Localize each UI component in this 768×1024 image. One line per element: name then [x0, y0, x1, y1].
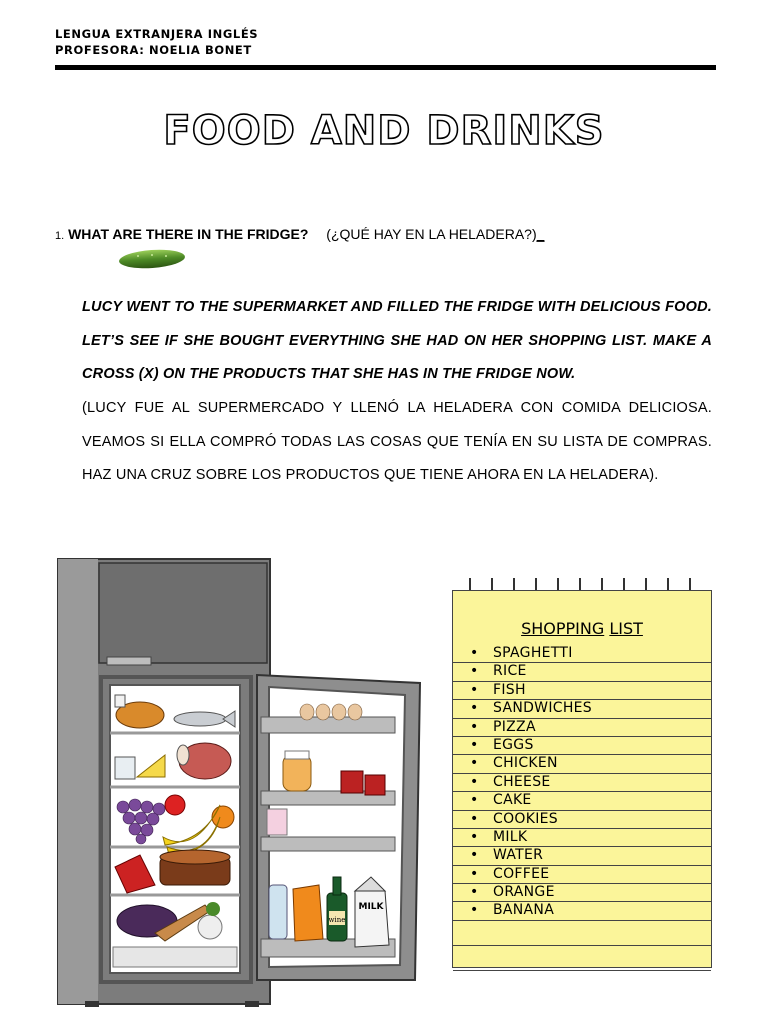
question-english: WHAT ARE THERE IN THE FRIDGE? [68, 226, 309, 242]
shopping-list-title: SHOPPING LIST [521, 619, 643, 638]
shopping-list [452, 590, 712, 968]
list-item: • FISH [453, 682, 711, 700]
list-item: • ORANGE [453, 884, 711, 902]
list-item: • WATER [453, 847, 711, 865]
list-item: • RICE [453, 663, 711, 681]
question-underline: _ [536, 226, 545, 242]
wine-label: wine [328, 916, 346, 924]
list-item: • CHICKEN [453, 755, 711, 773]
list-item: • CAKE [453, 792, 711, 810]
header-rule [55, 65, 716, 70]
list-item: • CHEESE [453, 774, 711, 792]
cucumber-icon [118, 248, 186, 270]
page-title: FOOD AND DRINKS [163, 108, 605, 154]
subject-header: LENGUA EXTRANJERA INGLÉS [55, 27, 259, 41]
shopping-list-items [453, 645, 711, 971]
list-item: • PIZZA [453, 719, 711, 737]
list-item: • EGGS [453, 737, 711, 755]
list-item: • MILK [453, 829, 711, 847]
list-item: • SPAGHETTI [453, 645, 711, 663]
list-item: • SANDWICHES [453, 700, 711, 718]
milk-label: MILK [358, 902, 384, 912]
instructions-spanish: (LUCY FUE AL SUPERMERCADO Y LLENÓ LA HELADERA CON COMIDA DELICIOSA. VEAMOS SI ELLA COMPRÓ TODAS LAS COSAS QUE TENÍA EN SU LISTA DE COMPRAS. HAZ UNA CRUZ SOBRE LOS PRODUCTOS QUE TIENE AHORA EN LA HELADERA). [82, 400, 712, 483]
instructions-english: LUCY WENT TO THE SUPERMARKET AND FILLED THE FRIDGE WITH DELICIOUS FOOD. LET’S SEE IF SHE BOUGHT EVERYTHING SHE HAD ON HER SHOPPING LIST. MAKE A CROSS (X) ON THE PRODUCTS THAT SHE HAS IN THE FRIDGE NOW. [82, 299, 712, 382]
list-item: • BANANA [453, 902, 711, 920]
question-spanish: (¿QUÉ HAY EN LA HELADERA?) [326, 226, 537, 242]
fridge-illustration [55, 555, 425, 1010]
list-item: • COFFEE [453, 866, 711, 884]
teacher-header: PROFESORA: NOELIA BONET [55, 43, 252, 57]
list-item: • COOKIES [453, 811, 711, 829]
question-1 [55, 226, 544, 242]
question-number: 1. [55, 230, 65, 242]
blank-line [453, 921, 711, 946]
blank-line [453, 946, 711, 971]
